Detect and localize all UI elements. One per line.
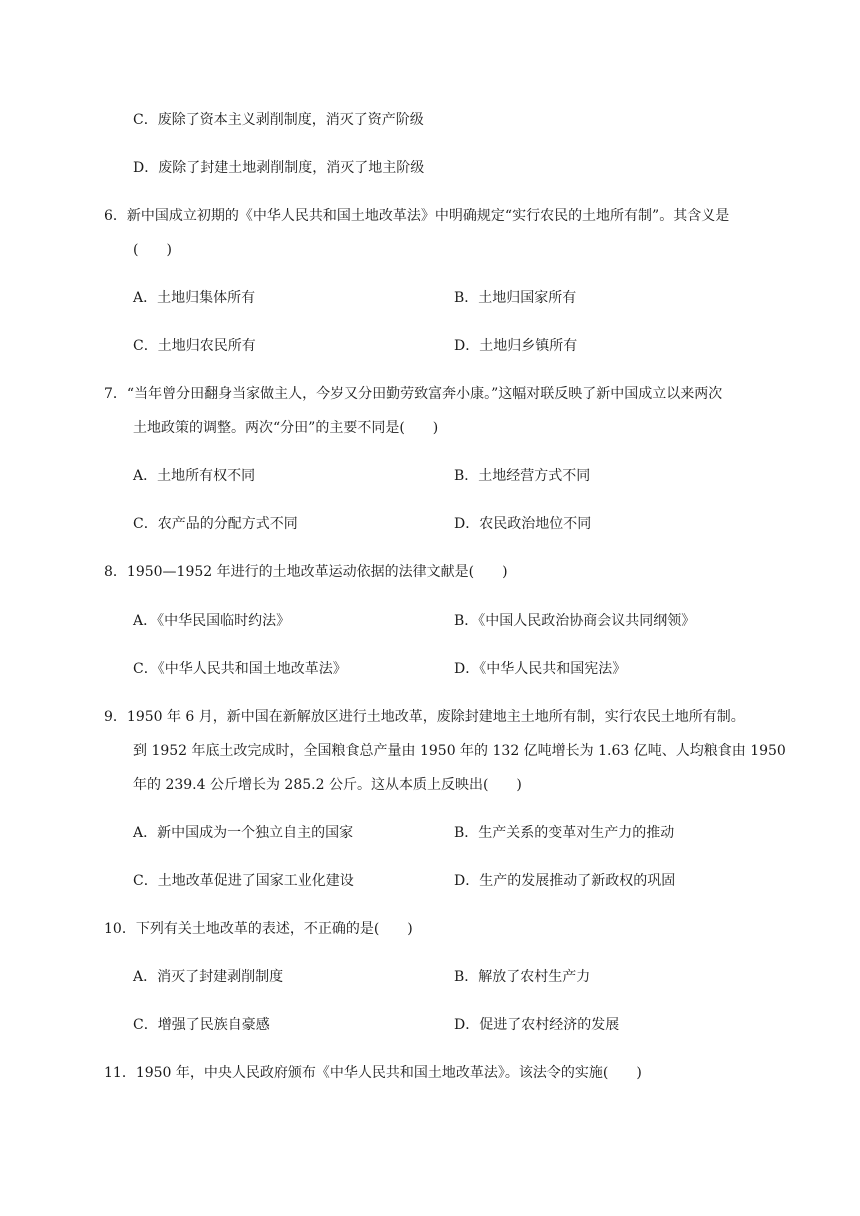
q9-option-d: D．生产的发展推动了新政权的巩固 <box>454 873 676 889</box>
q8-stem: 8．1950—1952 年进行的土地改革运动依据的法律文献是( ) <box>104 564 508 580</box>
q9-option-b: B．生产关系的变革对生产力的推动 <box>454 825 675 841</box>
q7-option-d: D．农民政治地位不同 <box>454 516 592 532</box>
q9-stem-cont-2: 年的 239.4 公斤增长为 285.2 公斤。这从本质上反映出( ) <box>133 777 522 793</box>
q10-option-d: D．促进了农村经济的发展 <box>454 1017 620 1033</box>
q10-option-a: A．消灭了封建剥削制度 <box>133 969 284 985</box>
q6-option-c: C．土地归农民所有 <box>133 338 256 354</box>
q6-stem-cont: ( ) <box>133 242 172 258</box>
q8-option-b: B．《中国人民政治协商会议共同纲领》 <box>454 613 696 629</box>
q10-stem: 10．下列有关土地改革的表述，不正确的是( ) <box>104 921 413 937</box>
q6-stem: 6．新中国成立初期的《中华人民共和国土地改革法》中明确规定“实行农民的土地所有制”。其含义是 <box>104 208 730 224</box>
q9-option-c: C．土地改革促进了国家工业化建设 <box>133 873 354 889</box>
q7-stem-cont: 土地政策的调整。两次“分田”的主要不同是( ) <box>133 420 439 436</box>
q6-option-b: B．土地归国家所有 <box>454 290 577 306</box>
q7-option-a: A．土地所有权不同 <box>133 468 256 484</box>
q6-option-d: D．土地归乡镇所有 <box>454 338 578 354</box>
q8-option-a: A．《中华民国临时约法》 <box>133 613 291 629</box>
q5-option-c: C．废除了资本主义剥削制度，消灭了资产阶级 <box>133 112 424 128</box>
q9-stem: 9．1950 年 6 月，新中国在新解放区进行土地改革，废除封建地主土地所有制，实行农民土地所有制。 <box>104 709 745 725</box>
q8-option-d: D．《中华人民共和国宪法》 <box>454 661 627 677</box>
q10-option-c: C．增强了民族自豪感 <box>133 1017 270 1033</box>
q9-option-a: A．新中国成为一个独立自主的国家 <box>133 825 354 841</box>
q6-option-a: A．土地归集体所有 <box>133 290 256 306</box>
q7-option-b: B．土地经营方式不同 <box>454 468 591 484</box>
q5-option-d: D．废除了封建土地剥削制度，消灭了地主阶级 <box>133 160 425 176</box>
q9-stem-cont-1: 到 1952 年底土改完成时，全国粮食总产量由 1950 年的 132 亿吨增长为 1.63 亿吨、人均粮食由 1950 <box>133 743 786 759</box>
q10-option-b: B．解放了农村生产力 <box>454 969 591 985</box>
q7-stem: 7．“当年曾分田翻身当家做主人，今岁又分田勤劳致富奔小康。”这幅对联反映了新中国成立以来两次 <box>104 386 723 402</box>
q7-option-c: C．农产品的分配方式不同 <box>133 516 298 532</box>
q8-option-c: C．《中华人民共和国土地改革法》 <box>133 661 347 677</box>
q11-stem: 11．1950 年，中央人民政府颁布《中华人民共和国土地改革法》。该法令的实施( ) <box>104 1065 642 1081</box>
